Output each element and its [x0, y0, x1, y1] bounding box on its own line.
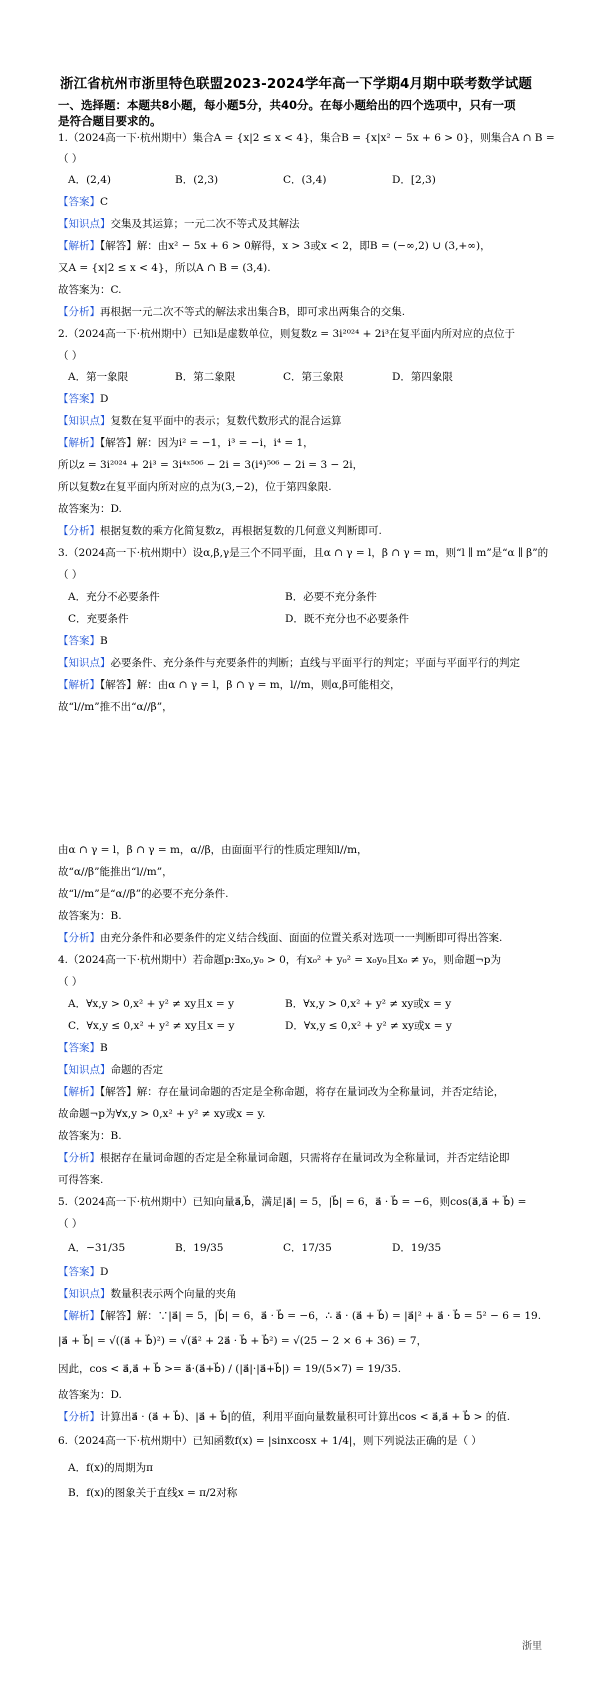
q3-analysis-3: 由α ∩ γ = l，β ∩ γ = m，α//β，由面面平行的性质定理知l//m， — [58, 844, 368, 856]
q1-summary — [58, 305, 405, 319]
q2-analysis-1 — [58, 436, 314, 450]
knowledge-text: 数量积表示两个向量的夹角 — [110, 1288, 237, 1300]
q5-answer — [58, 1265, 108, 1279]
q5-analysis-1 — [58, 1309, 541, 1323]
q1-option-a: A．(2,4) — [68, 174, 111, 186]
q4-option-a: A．∀x,y > 0,x² + y² ≠ xy且x = y — [68, 998, 235, 1010]
q2-analysis-4: 故答案为：D. — [58, 503, 122, 515]
knowledge-tag: 【知识点】 — [58, 415, 111, 427]
q2-option-b: B．第二象限 — [175, 371, 236, 383]
analysis-text: 【解答】解：因为i² = −1，i³ = −i，i⁴ = 1， — [100, 437, 314, 449]
q5-analysis-4: 故答案为：D. — [58, 1389, 122, 1401]
q5-analysis-2: |a⃗ + b⃗| = √((a⃗ + b⃗)²) = √(a⃗² + 2a⃗ · b⃗ + b⃗²) = √(25 − 2 × 6 + 36) = 7， — [58, 1335, 428, 1347]
q4-analysis-2: 故命题¬p为∀x,y > 0,x² + y² ≠ xy或x = y. — [58, 1108, 266, 1120]
page-title: 浙江省杭州市浙里特色联盟2023-2024学年高一下学期4月期中联考数学试题 — [60, 76, 532, 92]
analysis-text: 【解答】解：由α ∩ γ = l，β ∩ γ = m，l//m，则α,β可能相交， — [100, 679, 401, 691]
answer-tag: 【答案】 — [58, 1042, 100, 1054]
knowledge-text: 交集及其运算；一元二次不等式及其解法 — [110, 218, 300, 230]
answer-tag: 【答案】 — [58, 393, 100, 405]
q3-stem: 3.（2024高一下·杭州期中）设α,β,γ是三个不同平面，且α ∩ γ = l，β ∩ γ = m，则“l ∥ m”是“α ∥ β”的 — [58, 547, 549, 559]
q3-analysis-1 — [58, 678, 401, 692]
answer-value: D — [100, 1266, 109, 1278]
knowledge-tag: 【知识点】 — [58, 1288, 111, 1300]
q5-option-d: D．19/35 — [392, 1242, 442, 1254]
summary-tag: 【分析】 — [58, 932, 100, 944]
knowledge-tag: 【知识点】 — [58, 218, 111, 230]
analysis-tag: 【解析】 — [58, 240, 100, 252]
page-footer: 浙里 — [522, 1641, 542, 1652]
q1-paren: （ ） — [58, 153, 83, 165]
q4-knowledge — [58, 1063, 163, 1077]
q2-option-c: C．第三象限 — [283, 371, 344, 383]
q4-paren: （ ） — [58, 976, 83, 988]
knowledge-tag: 【知识点】 — [58, 657, 111, 669]
q3-option-a: A．充分不必要条件 — [68, 591, 160, 603]
answer-value: C — [100, 196, 109, 208]
q1-option-d: D．[2,3) — [392, 174, 436, 186]
q4-option-b: B．∀x,y > 0,x² + y² ≠ xy或x = y — [285, 998, 452, 1010]
q2-analysis-3: 所以复数z在复平面内所对应的点为(3,−2)，位于第四象限. — [58, 481, 332, 493]
q3-knowledge — [58, 656, 520, 670]
q2-stem: 2.（2024高一下·杭州期中）已知i是虚数单位，则复数z = 3i²⁰²⁴ + 2i³在复平面内所对应的点位于 — [58, 328, 516, 340]
q5-option-b: B．19/35 — [175, 1242, 224, 1254]
answer-tag: 【答案】 — [58, 635, 100, 647]
q5-knowledge — [58, 1287, 237, 1301]
section-heading-line2: 是符合题目要求的。 — [58, 114, 162, 128]
q2-paren: （ ） — [58, 350, 83, 362]
summary-text: 根据复数的乘方化简复数z，再根据复数的几何意义判断即可. — [100, 525, 382, 537]
q5-paren: （ ） — [58, 1218, 83, 1230]
q2-answer — [58, 392, 108, 406]
q5-option-a: A．−31/35 — [68, 1242, 126, 1254]
summary-tag: 【分析】 — [58, 1152, 100, 1164]
q2-summary — [58, 524, 382, 538]
q3-option-d: D．既不充分也不必要条件 — [285, 613, 409, 625]
summary-text: 根据存在量词命题的否定是全称量词命题，只需将存在量词改为全称量词，并否定结论即 — [100, 1152, 510, 1164]
q1-analysis-1 — [58, 239, 491, 253]
q4-option-d: D．∀x,y ≤ 0,x² + y² ≠ xy或x = y — [285, 1020, 452, 1032]
q4-analysis-3: 故答案为：B. — [58, 1130, 122, 1142]
analysis-tag: 【解析】 — [58, 437, 100, 449]
q4-option-c: C．∀x,y ≤ 0,x² + y² ≠ xy且x = y — [68, 1020, 235, 1032]
q1-analysis-3: 故答案为：C. — [58, 284, 122, 296]
answer-tag: 【答案】 — [58, 196, 100, 208]
q2-option-a: A．第一象限 — [68, 371, 129, 383]
answer-value: B — [100, 1042, 108, 1054]
q2-analysis-2: 所以z = 3i²⁰²⁴ + 2i³ = 3i⁴ˣ⁵⁰⁶ − 2i = 3(i⁴)⁵⁰⁶ − 2i = 3 − 2i， — [58, 459, 364, 471]
summary-text: 由充分条件和必要条件的定义结合线面、面面的位置关系对选项一一判断即可得出答案. — [100, 932, 503, 944]
figure-blank-area — [0, 720, 595, 840]
q1-option-c: C．(3,4) — [283, 174, 327, 186]
section-heading-line1: 一、选择题：本题共8小题，每小题5分，共40分。在每小题给出的四个选项中，只有一项 — [58, 98, 516, 112]
q5-option-c: C．17/35 — [283, 1242, 332, 1254]
q4-summary — [58, 1151, 510, 1165]
q5-summary — [58, 1410, 510, 1424]
analysis-text: 【解答】解：存在量词命题的否定是全称命题，将存在量词改为全称量词，并否定结论， — [100, 1086, 505, 1098]
q2-knowledge — [58, 414, 342, 428]
q3-analysis-5: 故“l//m”是“α//β”的必要不充分条件. — [58, 888, 229, 900]
analysis-tag: 【解析】 — [58, 679, 100, 691]
q6-stem: 6.（2024高一下·杭州期中）已知函数f(x) = |sinxcosx + 1/4|，则下列说法正确的是（ ） — [58, 1435, 482, 1447]
q1-answer — [58, 195, 108, 209]
q1-knowledge — [58, 217, 300, 231]
answer-value: B — [100, 635, 108, 647]
q6-option-b: B．f(x)的图象关于直线x = π/2对称 — [68, 1487, 238, 1499]
summary-tag: 【分析】 — [58, 1411, 100, 1423]
q3-analysis-2: 故“l//m”推不出“α//β”， — [58, 701, 173, 713]
q4-stem: 4.（2024高一下·杭州期中）若命题p:∃x₀,y₀ > 0，有x₀² + y₀² = x₀y₀且x₀ ≠ y₀，则命题¬p为 — [58, 954, 501, 966]
q3-summary — [58, 931, 502, 945]
answer-value: D — [100, 393, 109, 405]
knowledge-text: 必要条件、充分条件与充要条件的判断；直线与平面平行的判定；平面与平面平行的判定 — [110, 657, 520, 669]
q3-paren: （ ） — [58, 569, 83, 581]
q4-analysis-1 — [58, 1085, 504, 1099]
q5-stem: 5.（2024高一下·杭州期中）已知向量a⃗,b⃗，满足|a⃗| = 5，|b⃗| = 6，a⃗ · b⃗ = −6，则cos(a⃗,a⃗ + b⃗) = — [58, 1196, 527, 1208]
q5-analysis-3: 因此，cos < a⃗,a⃗ + b⃗ >= a⃗·(a⃗+b⃗) / (|a⃗|·|a⃗+b⃗|) = 19/(5×7) = 19/35. — [58, 1363, 402, 1375]
q6-option-a: A．f(x)的周期为π — [68, 1462, 153, 1474]
analysis-text: 【解答】解：由x² − 5x + 6 > 0解得，x > 3或x < 2，即B = (−∞,2) ∪ (3,+∞)， — [100, 240, 491, 252]
q1-analysis-2: 又A = {x|2 ≤ x < 4}，所以A ∩ B = (3,4). — [58, 262, 271, 274]
q3-analysis-4: 故“α//β”能推出“l//m”， — [58, 866, 173, 878]
q1-option-b: B．(2,3) — [175, 174, 219, 186]
q3-analysis-6: 故答案为：B. — [58, 910, 122, 922]
knowledge-text: 复数在复平面中的表示；复数代数形式的混合运算 — [110, 415, 342, 427]
knowledge-tag: 【知识点】 — [58, 1064, 111, 1076]
answer-tag: 【答案】 — [58, 1266, 100, 1278]
summary-tag: 【分析】 — [58, 306, 100, 318]
q3-option-b: B．必要不充分条件 — [285, 591, 377, 603]
summary-text: 再根据一元二次不等式的解法求出集合B，即可求出两集合的交集. — [100, 306, 406, 318]
q3-option-c: C．充要条件 — [68, 613, 129, 625]
analysis-tag: 【解析】 — [58, 1310, 100, 1322]
q3-answer — [58, 634, 108, 648]
knowledge-text: 命题的否定 — [110, 1064, 163, 1076]
q2-option-d: D．第四象限 — [392, 371, 453, 383]
q4-summary-2: 可得答案. — [58, 1174, 104, 1186]
summary-tag: 【分析】 — [58, 525, 100, 537]
q1-stem: 1.（2024高一下·杭州期中）集合A = {x|2 ≤ x < 4}，集合B = {x|x² − 5x + 6 > 0}，则集合A ∩ B = — [58, 132, 555, 144]
summary-text: 计算出a⃗ · (a⃗ + b⃗)、|a⃗ + b⃗|的值，利用平面向量数量积可计算出cos < a⃗,a⃗ + b⃗ > 的值. — [100, 1411, 511, 1423]
analysis-text: 【解答】解：∵|a⃗| = 5，|b⃗| = 6，a⃗ · b⃗ = −6，∴ a⃗ · (a⃗ + b⃗) = |a⃗|² + a⃗ · b⃗ = 5² − 6 = 19. — [100, 1310, 542, 1322]
q4-answer — [58, 1041, 108, 1055]
analysis-tag: 【解析】 — [58, 1086, 100, 1098]
